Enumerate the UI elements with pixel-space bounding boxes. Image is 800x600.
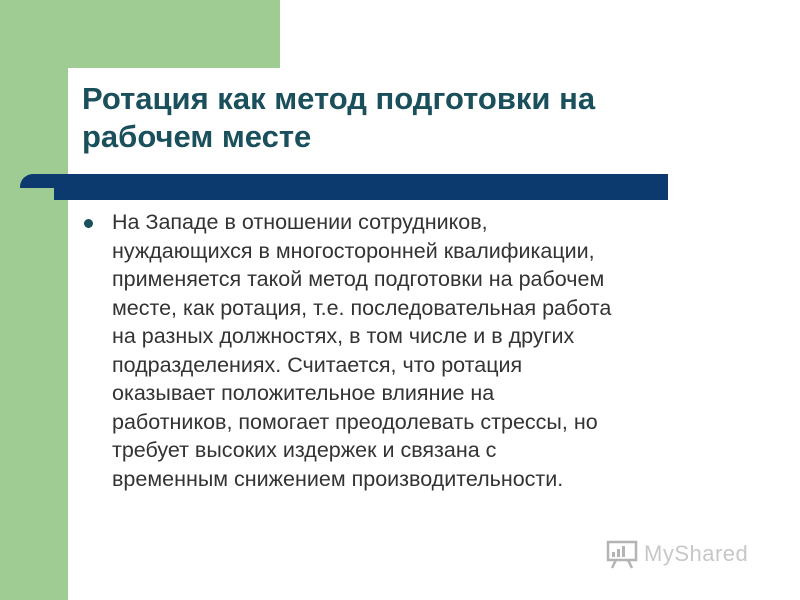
- bullet-line: нуждающихся в многосторонней квалификации,: [112, 238, 595, 263]
- bullet-item: [84, 208, 754, 493]
- bullet-line: На Западе в отношении сотрудников,: [112, 210, 488, 234]
- divider-notch: [20, 188, 54, 200]
- left-accent-band: [0, 0, 68, 600]
- bullet-line: оказывает положительное влияние на: [112, 381, 495, 405]
- presentation-board-icon: [606, 538, 638, 570]
- top-accent-block: [68, 0, 280, 68]
- bullet-list: [84, 208, 754, 493]
- bullet-dot-icon: [84, 219, 93, 228]
- watermark: [606, 536, 748, 572]
- bullet-line: на разных должностях, в том числе и в других: [112, 324, 575, 348]
- bullet-line: месте, как ротация, т.е. последовательная работа: [112, 295, 612, 320]
- bullet-line: подразделениях. Считается, что ротация: [112, 352, 523, 377]
- watermark-text: MyShared: [644, 541, 749, 566]
- bullet-line: работников, помогает преодолевать стрессы, но: [112, 409, 598, 434]
- slide-title: Ротация как метод подготовки на рабочем месте: [82, 81, 596, 154]
- bullet-line: временным снижением производительности.: [112, 466, 564, 491]
- title-divider-bar: [20, 174, 668, 200]
- bullet-line: требует высоких издержек и связана с: [112, 438, 497, 462]
- bullet-line: применяется такой метод подготовки на рабочем: [112, 267, 605, 291]
